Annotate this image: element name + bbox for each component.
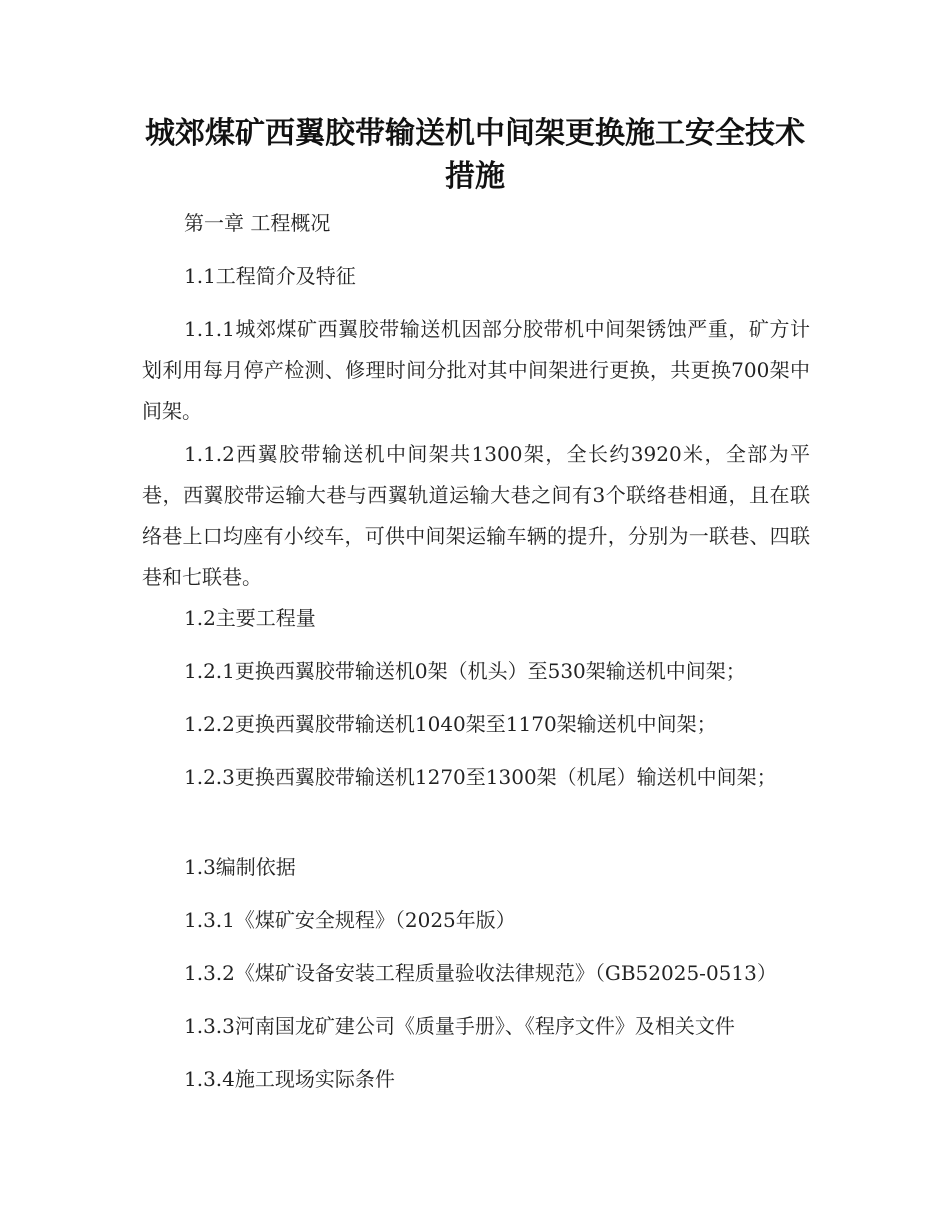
list-item: 1.2.3更换西翼胶带输送机1270至1300架（机尾）输送机中间架； <box>184 765 777 789</box>
section-heading: 1.2主要工程量 <box>184 606 316 630</box>
list-item: 1.2.1更换西翼胶带输送机0架（机头）至530架输送机中间架； <box>184 659 746 683</box>
section-heading: 1.1工程简介及特征 <box>184 264 356 288</box>
document-title: 城郊煤矿西翼胶带输送机中间架更换施工安全技术措施 <box>145 116 805 194</box>
section-heading: 1.3编制依据 <box>184 855 296 879</box>
list-item: 1.3.2《煤矿设备安装工程质量验收法律规范》（GB52025-0513） <box>184 961 777 985</box>
chapter-heading: 第一章 工程概况 <box>184 211 331 235</box>
paragraph: 1.1.2西翼胶带输送机中间架共1300架，全长约3920米，全部为平巷，西翼胶带运输大巷与西翼轨道运输大巷之间有3个联络巷相通，且在联络巷上口均座有小绞车，可供中间架运输车辆的提升，分别为一联巷、四联巷和七联巷。 <box>142 442 810 589</box>
list-item: 1.3.3河南国龙矿建公司《质量手册》、《程序文件》及相关文件 <box>184 1014 735 1038</box>
list-item: 1.2.2更换西翼胶带输送机1040架至1170架输送机中间架； <box>184 712 717 736</box>
list-item: 1.3.4施工现场实际条件 <box>184 1067 395 1091</box>
list-item: 1.3.1《煤矿安全规程》（2025年版） <box>184 908 516 932</box>
paragraph: 1.1.1城郊煤矿西翼胶带输送机因部分胶带机中间架锈蚀严重，矿方计划利用每月停产检测、修理时间分批对其中间架进行更换，共更换700架中间架。 <box>142 317 810 423</box>
